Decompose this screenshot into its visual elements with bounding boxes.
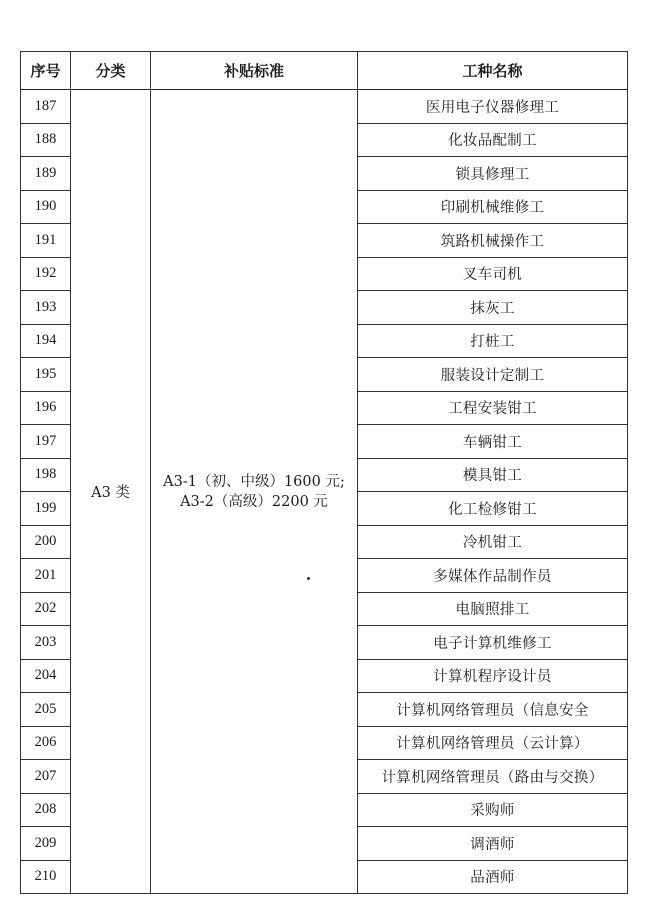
row-occupation-name: 计算机程序设计员 <box>358 659 628 693</box>
row-seq: 192 <box>21 257 71 291</box>
row-seq: 195 <box>21 358 71 392</box>
table-body <box>21 90 628 894</box>
occupation-subsidy-table <box>20 51 628 894</box>
row-seq: 198 <box>21 458 71 492</box>
row-seq: 207 <box>21 760 71 794</box>
row-seq: 199 <box>21 492 71 526</box>
row-occupation-name: 医用电子仪器修理工 <box>358 90 628 124</box>
row-occupation-name: 采购师 <box>358 793 628 827</box>
row-occupation-name: 车辆钳工 <box>358 425 628 459</box>
row-occupation-name: 品酒师 <box>358 860 628 894</box>
row-seq: 202 <box>21 592 71 626</box>
row-occupation-name: 计算机网络管理员（信息安全 <box>358 693 628 727</box>
row-seq: 189 <box>21 157 71 191</box>
row-seq: 204 <box>21 659 71 693</box>
row-occupation-name: 调酒师 <box>358 827 628 861</box>
row-seq: 210 <box>21 860 71 894</box>
row-occupation-name: 锁具修理工 <box>358 157 628 191</box>
row-occupation-name: 计算机网络管理员（路由与交换） <box>358 760 628 794</box>
row-occupation-name: 打桩工 <box>358 324 628 358</box>
row-seq: 205 <box>21 693 71 727</box>
row-occupation-name: 计算机网络管理员（云计算） <box>358 726 628 760</box>
row-occupation-name: 电脑照排工 <box>358 592 628 626</box>
row-seq: 203 <box>21 626 71 660</box>
row-occupation-name: 印刷机械维修工 <box>358 190 628 224</box>
row-occupation-name: 筑路机械操作工 <box>358 224 628 258</box>
row-seq: 193 <box>21 291 71 325</box>
row-seq: 194 <box>21 324 71 358</box>
row-seq: 187 <box>21 90 71 124</box>
row-seq: 201 <box>21 559 71 593</box>
row-occupation-name: 叉车司机 <box>358 257 628 291</box>
row-seq: 196 <box>21 391 71 425</box>
row-occupation-name: 服装设计定制工 <box>358 358 628 392</box>
row-occupation-name: 工程安装钳工 <box>358 391 628 425</box>
category-cell: A3 类 <box>71 90 151 894</box>
row-occupation-name: 模具钳工 <box>358 458 628 492</box>
stray-mark <box>307 577 310 580</box>
row-occupation-name: 多媒体作品制作员 <box>358 559 628 593</box>
row-seq: 209 <box>21 827 71 861</box>
row-seq: 206 <box>21 726 71 760</box>
row-seq: 191 <box>21 224 71 258</box>
row-occupation-name: 抹灰工 <box>358 291 628 325</box>
row-occupation-name: 化妆品配制工 <box>358 123 628 157</box>
header-occupation: 工种名称 <box>358 52 628 90</box>
header-category: 分类 <box>71 52 151 90</box>
row-seq: 208 <box>21 793 71 827</box>
row-occupation-name: 电子计算机维修工 <box>358 626 628 660</box>
row-seq: 197 <box>21 425 71 459</box>
row-seq: 190 <box>21 190 71 224</box>
header-seq: 序号 <box>21 52 71 90</box>
subsidy-line-1: A3-1（初、中级）1600 元; <box>163 473 345 490</box>
row-occupation-name: 化工检修钳工 <box>358 492 628 526</box>
table-row <box>21 90 628 124</box>
row-occupation-name: 冷机钳工 <box>358 525 628 559</box>
header-subsidy: 补贴标准 <box>151 52 358 90</box>
subsidy-line-2: A3-2（高级）2200 元 <box>180 493 328 510</box>
table-header-row <box>21 52 628 90</box>
row-seq: 188 <box>21 123 71 157</box>
row-seq: 200 <box>21 525 71 559</box>
subsidy-cell <box>151 90 358 894</box>
